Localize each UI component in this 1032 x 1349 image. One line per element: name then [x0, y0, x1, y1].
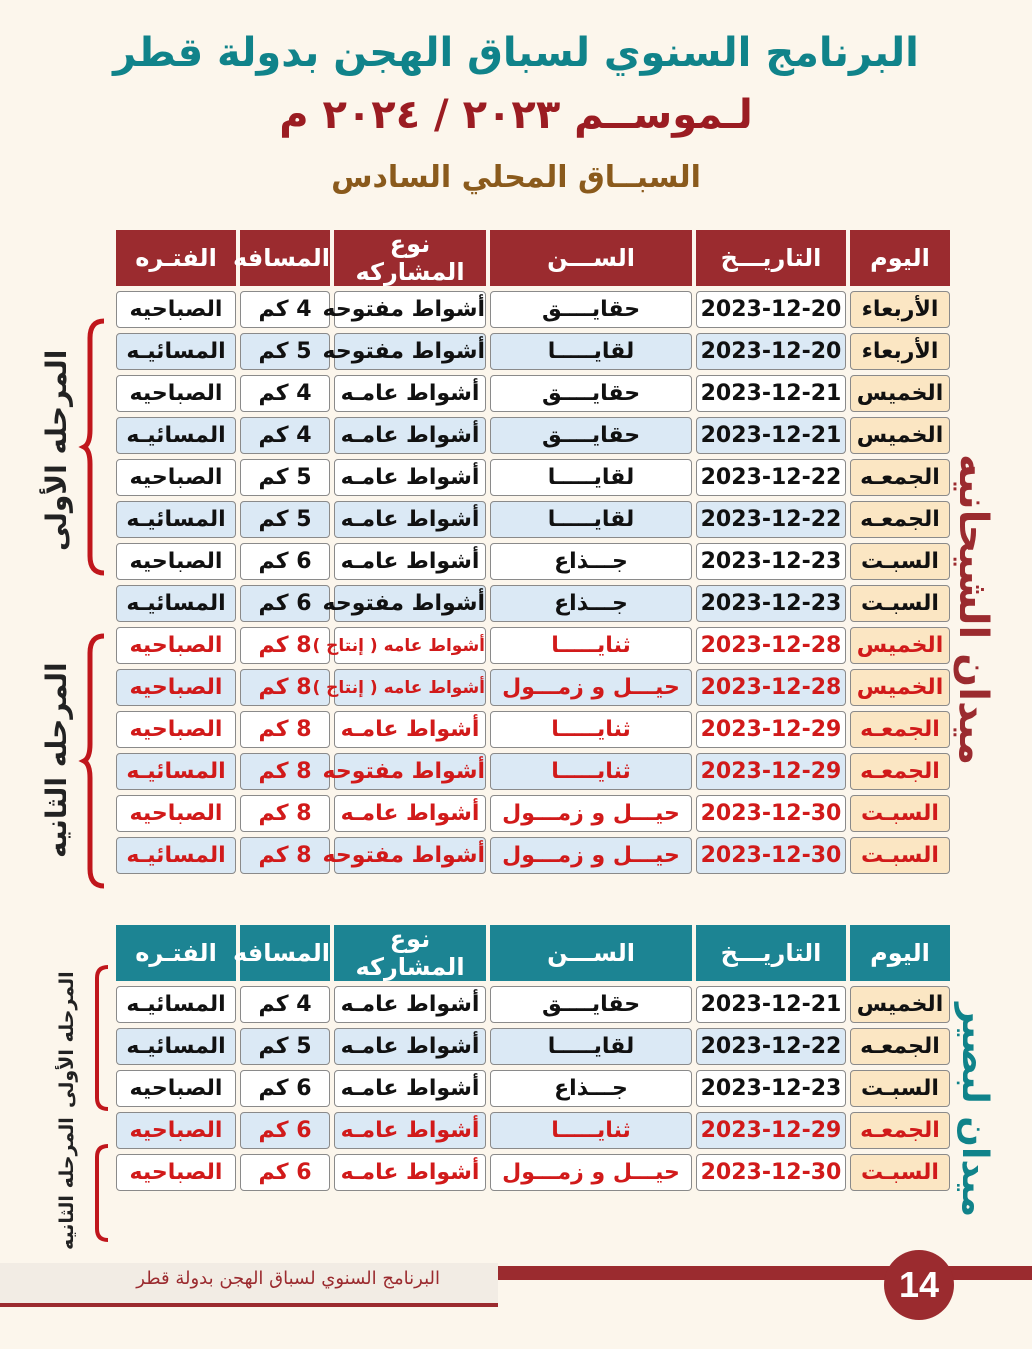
table-row — [116, 711, 950, 748]
period-cell: المسائيـه — [116, 585, 236, 622]
day-cell: الجمعـه — [850, 1028, 950, 1065]
season-subtitle: لـموســم ٢٠٢٣ / ٢٠٢٤ م — [279, 92, 753, 138]
age-cell: جـــذاع — [490, 585, 692, 622]
table-row — [116, 1070, 950, 1107]
age-cell: حقايــــق — [490, 375, 692, 412]
date-cell: 2023-12-30 — [696, 1154, 846, 1191]
age-cell: حيـــل و زمـــول — [490, 669, 692, 706]
distance-cell: 8 كم — [240, 795, 330, 832]
date-cell: 2023-12-20 — [696, 333, 846, 370]
distance-cell: 4 كم — [240, 291, 330, 328]
period-cell: المسائيـه — [116, 837, 236, 874]
table-row — [116, 753, 950, 790]
type-cell: أشواط عامـه — [334, 1028, 486, 1065]
footer-text: البرنامج السنوي لسباق الهجن بدولة قطر — [136, 1268, 440, 1289]
phase-label-first: المرحله الأولى — [40, 349, 73, 551]
day-cell: الخميس — [850, 669, 950, 706]
age-cell: ثنايـــــا — [490, 1112, 692, 1149]
day-cell: السبـت — [850, 1154, 950, 1191]
day-cell: السبـت — [850, 1070, 950, 1107]
header-date: التاريـــخ — [696, 230, 846, 286]
distance-cell: 8 كم — [240, 837, 330, 874]
distance-cell: 6 كم — [240, 1112, 330, 1149]
day-cell: الجمعـه — [850, 501, 950, 538]
type-cell: أشواط عامـه — [334, 986, 486, 1023]
type-cell: أشواط مفتوحه — [334, 291, 486, 328]
date-cell: 2023-12-28 — [696, 627, 846, 664]
type-cell: أشواط عامـه — [334, 1112, 486, 1149]
phase-brace-second — [84, 633, 108, 889]
period-cell: الصباحيه — [116, 1154, 236, 1191]
table-row — [116, 333, 950, 370]
distance-cell: 8 كم — [240, 627, 330, 664]
distance-cell: 6 كم — [240, 543, 330, 580]
schedule-table-shahaniya — [112, 225, 954, 879]
period-cell: المسائيـه — [116, 1028, 236, 1065]
type-cell: أشواط عامه ( إنتاج ) — [334, 669, 486, 706]
period-cell: المسائيـه — [116, 501, 236, 538]
day-cell: الخميس — [850, 417, 950, 454]
period-cell: المسائيـه — [116, 986, 236, 1023]
table-header-row — [116, 925, 950, 981]
age-cell: جـــذاع — [490, 1070, 692, 1107]
type-cell: أشواط مفتوحه — [334, 585, 486, 622]
day-cell: السبـت — [850, 543, 950, 580]
day-cell: الجمعـه — [850, 1112, 950, 1149]
race-subtitle: السبــاق المحلي السادس — [331, 160, 701, 195]
period-cell: الصباحيه — [116, 291, 236, 328]
period-cell: الصباحيه — [116, 627, 236, 664]
date-cell: 2023-12-29 — [696, 1112, 846, 1149]
period-cell: الصباحيه — [116, 795, 236, 832]
day-cell: الجمعـه — [850, 711, 950, 748]
period-cell: المسائيـه — [116, 333, 236, 370]
age-cell: لقايـــــا — [490, 1028, 692, 1065]
type-cell: أشواط مفتوحه — [334, 333, 486, 370]
day-cell: الخميس — [850, 986, 950, 1023]
day-cell: الأربعاء — [850, 291, 950, 328]
phase-brace-first — [84, 318, 108, 576]
period-cell: الصباحيه — [116, 669, 236, 706]
age-cell: لقايـــــا — [490, 459, 692, 496]
day-cell: السبـت — [850, 795, 950, 832]
date-cell: 2023-12-20 — [696, 291, 846, 328]
age-cell: ثنايـــــا — [490, 627, 692, 664]
table-row — [116, 417, 950, 454]
header-date: التاريـــخ — [696, 925, 846, 981]
venue-label-shahaniya: ميدان الشيحانيه — [950, 454, 996, 766]
header-day: اليوم — [850, 925, 950, 981]
distance-cell: 5 كم — [240, 333, 330, 370]
table-row — [116, 1028, 950, 1065]
table-row — [116, 291, 950, 328]
period-cell: الصباحيه — [116, 1070, 236, 1107]
distance-cell: 4 كم — [240, 986, 330, 1023]
table-row — [116, 459, 950, 496]
type-cell: أشواط عامـه — [334, 417, 486, 454]
age-cell: لقايـــــا — [490, 501, 692, 538]
date-cell: 2023-12-23 — [696, 1070, 846, 1107]
table-row — [116, 501, 950, 538]
phase-label-second-2: المرحله الثانيه — [56, 1117, 78, 1250]
table-row — [116, 627, 950, 664]
date-cell: 2023-12-30 — [696, 795, 846, 832]
day-cell: الجمعـه — [850, 753, 950, 790]
type-cell: أشواط عامـه — [334, 459, 486, 496]
age-cell: جـــذاع — [490, 543, 692, 580]
header-period: الفتـره — [116, 230, 236, 286]
page-title: البرنامج السنوي لسباق الهجن بدولة قطر — [113, 30, 919, 76]
header-distance: المسافه — [240, 925, 330, 981]
age-cell: حيـــل و زمـــول — [490, 837, 692, 874]
date-cell: 2023-12-23 — [696, 543, 846, 580]
date-cell: 2023-12-28 — [696, 669, 846, 706]
age-cell: حيـــل و زمـــول — [490, 795, 692, 832]
page-number: 14 — [884, 1250, 954, 1320]
day-cell: الجمعـه — [850, 459, 950, 496]
date-cell: 2023-12-23 — [696, 585, 846, 622]
phase-label-first-2: المرحله الأولى — [56, 971, 78, 1109]
type-cell: أشواط عامـه — [334, 795, 486, 832]
date-cell: 2023-12-22 — [696, 459, 846, 496]
date-cell: 2023-12-21 — [696, 417, 846, 454]
day-cell: الخميس — [850, 375, 950, 412]
distance-cell: 5 كم — [240, 501, 330, 538]
type-cell: أشواط عامـه — [334, 543, 486, 580]
distance-cell: 4 كم — [240, 417, 330, 454]
age-cell: ثنايـــــا — [490, 753, 692, 790]
header-type: نوع المشاركه — [334, 230, 486, 286]
type-cell: أشواط عامـه — [334, 1154, 486, 1191]
phase-brace-second-2 — [92, 1143, 110, 1243]
date-cell: 2023-12-29 — [696, 711, 846, 748]
age-cell: حقايــــق — [490, 986, 692, 1023]
date-cell: 2023-12-22 — [696, 1028, 846, 1065]
type-cell: أشواط عامـه — [334, 711, 486, 748]
phase-label-second: المرحله الثانيه — [40, 662, 73, 858]
date-cell: 2023-12-21 — [696, 986, 846, 1023]
table-row — [116, 986, 950, 1023]
day-cell: السبـت — [850, 585, 950, 622]
distance-cell: 5 كم — [240, 459, 330, 496]
distance-cell: 8 كم — [240, 669, 330, 706]
age-cell: ثنايـــــا — [490, 711, 692, 748]
type-cell: أشواط عامه ( إنتاج ) — [334, 627, 486, 664]
period-cell: الصباحيه — [116, 1112, 236, 1149]
period-cell: الصباحيه — [116, 459, 236, 496]
type-cell: أشواط عامـه — [334, 375, 486, 412]
distance-cell: 6 كم — [240, 1154, 330, 1191]
age-cell: حيـــل و زمـــول — [490, 1154, 692, 1191]
day-cell: الأربعاء — [850, 333, 950, 370]
distance-cell: 5 كم — [240, 1028, 330, 1065]
age-cell: لقايـــــا — [490, 333, 692, 370]
header-distance: المسافه — [240, 230, 330, 286]
date-cell: 2023-12-30 — [696, 837, 846, 874]
table-row — [116, 837, 950, 874]
table-row — [116, 375, 950, 412]
table-row — [116, 1112, 950, 1149]
type-cell: أشواط مفتوحه — [334, 753, 486, 790]
distance-cell: 4 كم — [240, 375, 330, 412]
table-row — [116, 795, 950, 832]
table-row — [116, 669, 950, 706]
period-cell: الصباحيه — [116, 375, 236, 412]
table-header-row — [116, 230, 950, 286]
date-cell: 2023-12-22 — [696, 501, 846, 538]
date-cell: 2023-12-21 — [696, 375, 846, 412]
type-cell: أشواط مفتوحه — [334, 837, 486, 874]
table-row — [116, 585, 950, 622]
header-day: اليوم — [850, 230, 950, 286]
day-cell: السبـت — [850, 837, 950, 874]
distance-cell: 6 كم — [240, 1070, 330, 1107]
header-age: الســـن — [490, 230, 692, 286]
table-row — [116, 1154, 950, 1191]
type-cell: أشواط عامـه — [334, 501, 486, 538]
header-period: الفتـره — [116, 925, 236, 981]
phase-brace-first-2 — [92, 964, 110, 1112]
day-cell: الخميس — [850, 627, 950, 664]
period-cell: المسائيـه — [116, 753, 236, 790]
type-cell: أشواط عامـه — [334, 1070, 486, 1107]
distance-cell: 6 كم — [240, 585, 330, 622]
age-cell: حقايــــق — [490, 291, 692, 328]
venue-label-lebsayyir: ميدان لبصير — [954, 1002, 995, 1218]
distance-cell: 8 كم — [240, 753, 330, 790]
period-cell: الصباحيه — [116, 543, 236, 580]
age-cell: حقايــــق — [490, 417, 692, 454]
date-cell: 2023-12-29 — [696, 753, 846, 790]
header-age: الســـن — [490, 925, 692, 981]
schedule-table-lebsayyir — [112, 920, 954, 1196]
period-cell: الصباحيه — [116, 711, 236, 748]
distance-cell: 8 كم — [240, 711, 330, 748]
table-row — [116, 543, 950, 580]
period-cell: المسائيـه — [116, 417, 236, 454]
header-type: نوع المشاركه — [334, 925, 486, 981]
